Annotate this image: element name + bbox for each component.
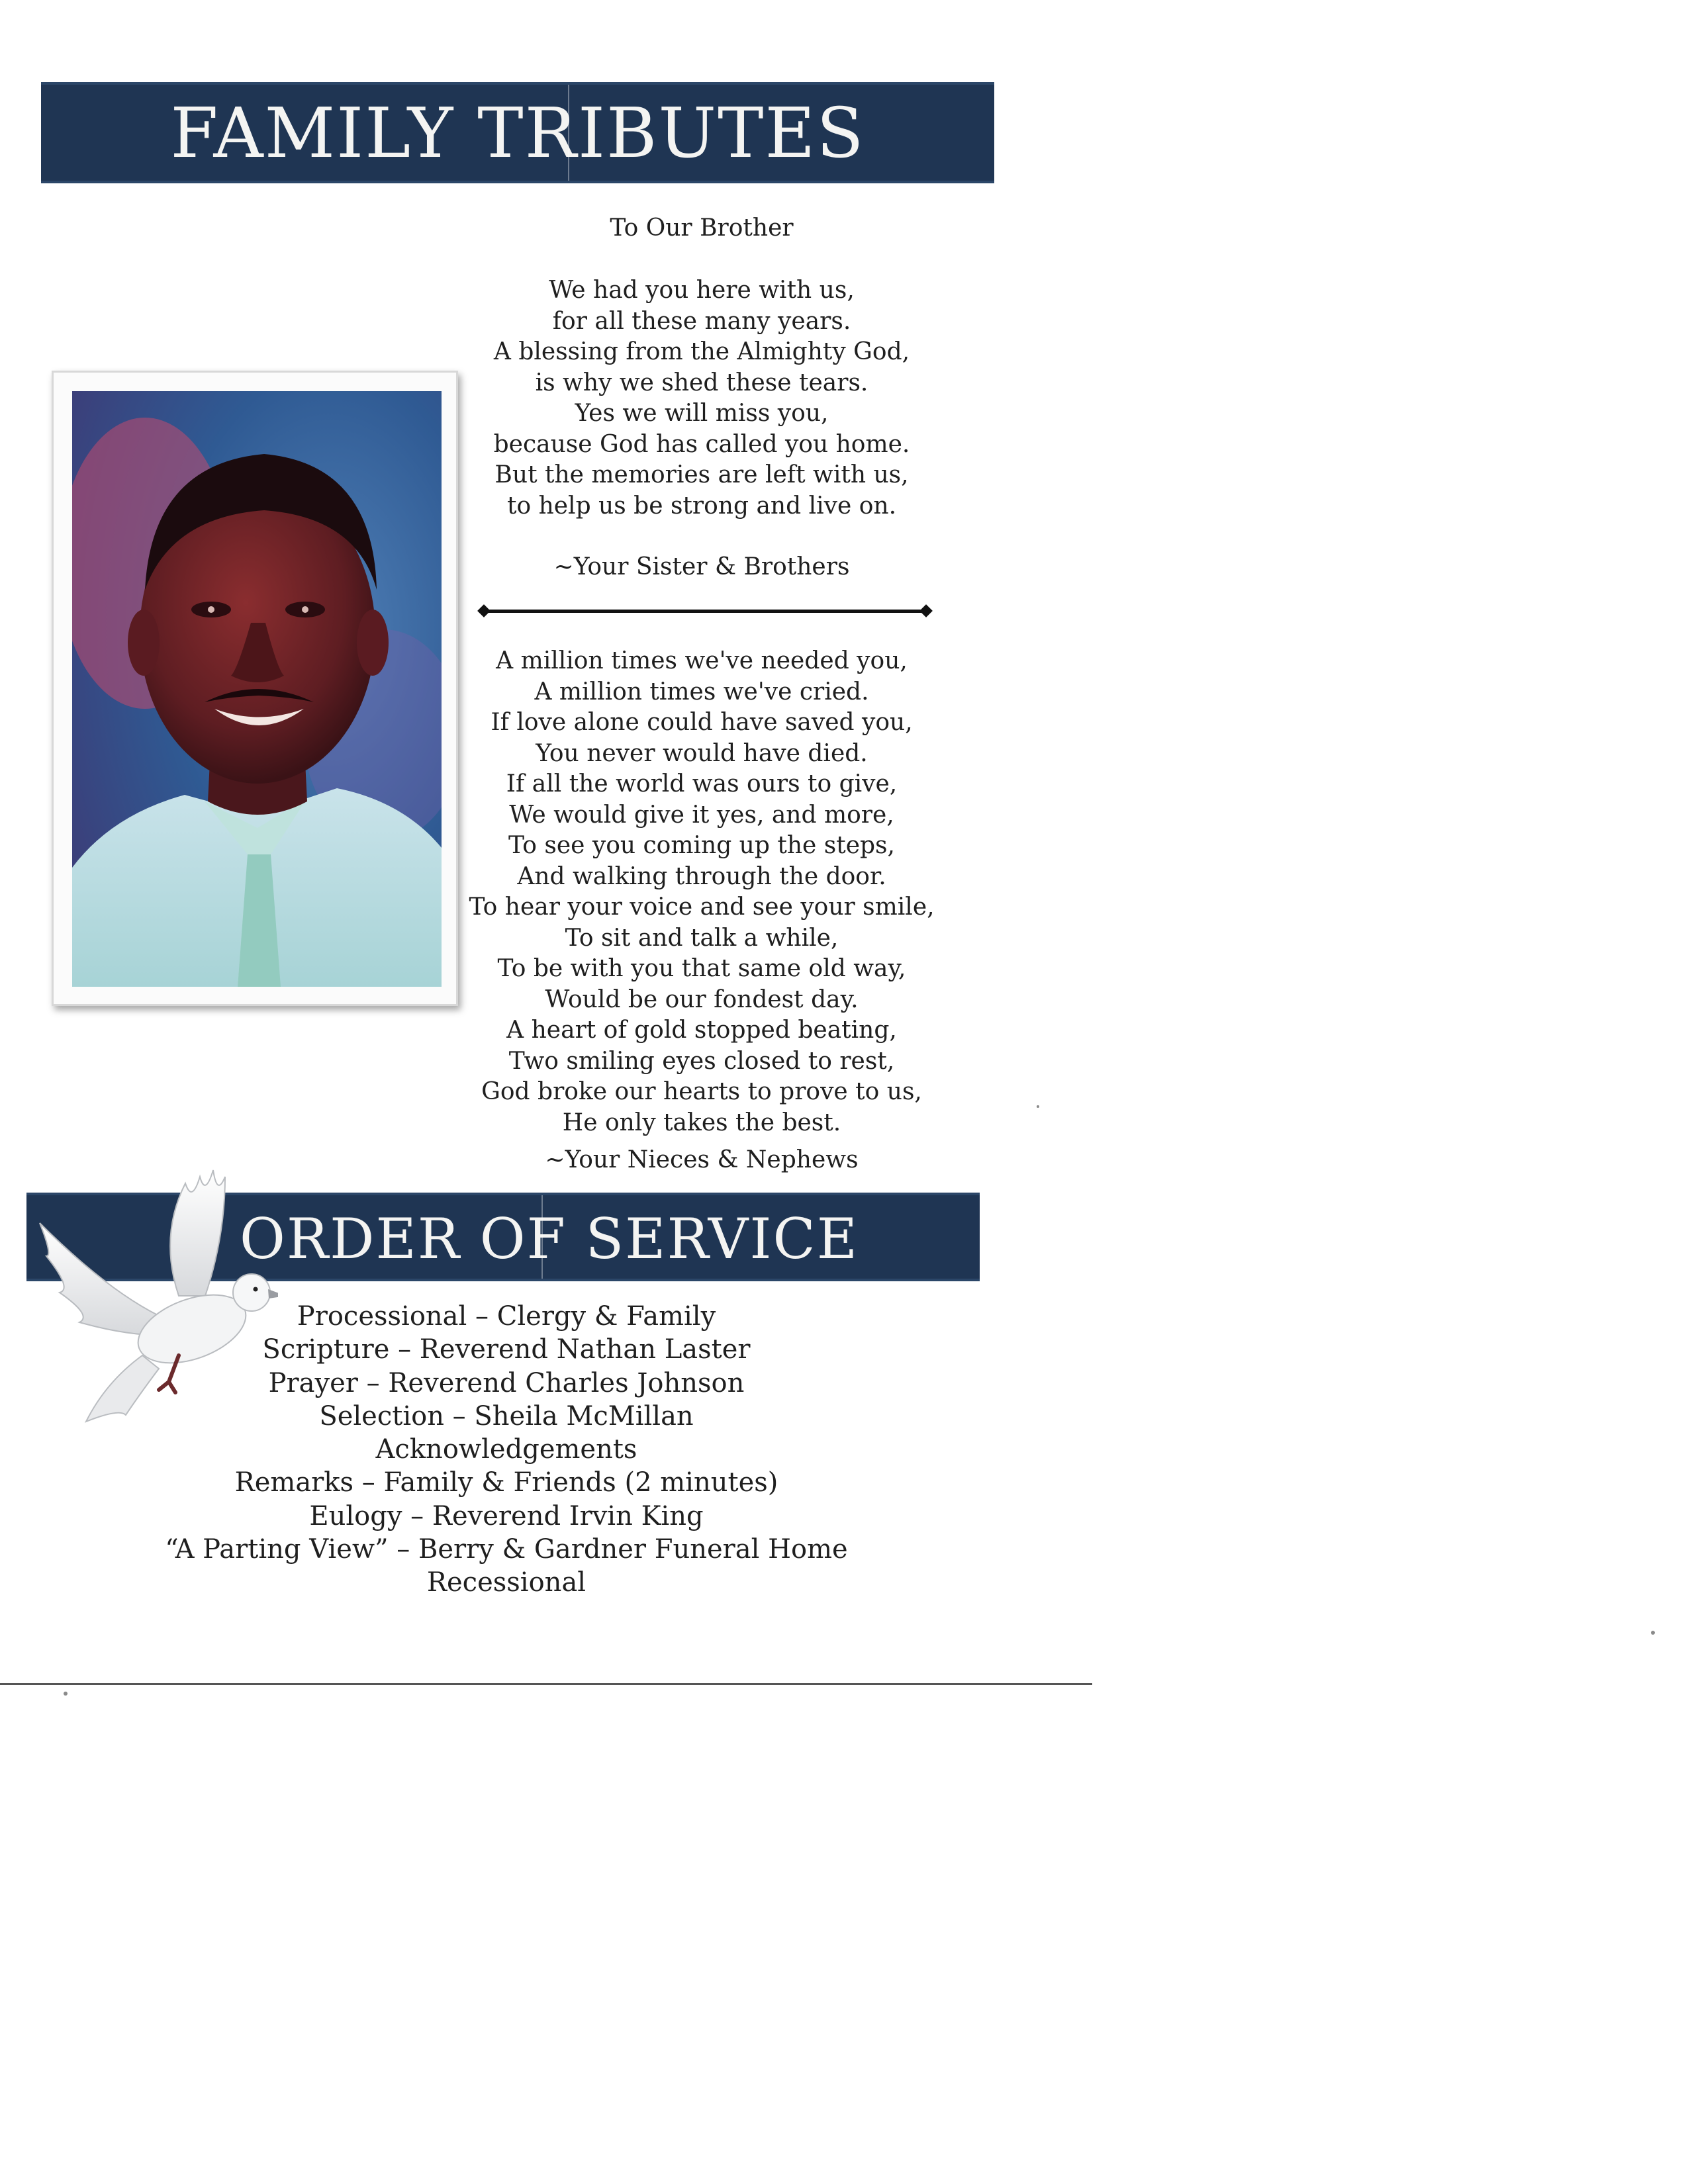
poem-line: To be with you that same old way, (497, 955, 906, 982)
poem1-heading: To Our Brother (610, 214, 794, 242)
poem-line: We had you here with us, (549, 277, 855, 304)
scan-speck (64, 1692, 68, 1696)
poem-line: for all these many years. (552, 307, 851, 335)
poem-line: God broke our hearts to prove to us, (481, 1078, 922, 1105)
service-item: Eulogy – Reverend Irvin King (309, 1500, 704, 1531)
poem-line: If all the world was ours to give, (506, 770, 898, 797)
portrait-photo (72, 391, 442, 987)
poem-line: If love alone could have saved you, (491, 709, 913, 736)
order-of-service-title: ORDER OF SERVICE (240, 1206, 859, 1271)
service-item: Processional – Clergy & Family (297, 1301, 716, 1332)
diamond-right-icon (919, 604, 933, 617)
scan-speck (1037, 1105, 1039, 1108)
diamond-rule-divider (478, 606, 932, 615)
poem-line: You never would have died. (536, 739, 868, 767)
poem-line: Would be our fondest day. (545, 985, 859, 1013)
poem-line: Yes we will miss you, (575, 400, 829, 427)
service-item: “A Parting View” – Berry & Gardner Funeral Home (165, 1534, 848, 1565)
service-item: Selection – Sheila McMillan (319, 1400, 694, 1432)
poem-line: A million times we've cried. (534, 678, 869, 705)
scan-speck (1651, 1631, 1655, 1635)
poem-line: To sit and talk a while, (565, 924, 839, 952)
service-item: Scripture – Reverend Nathan Laster (262, 1334, 751, 1365)
fold-crease (568, 85, 569, 181)
fold-crease (541, 1195, 543, 1279)
poem-line: A million times we've needed you, (496, 647, 908, 674)
poem-line: is why we shed these tears. (535, 369, 868, 396)
family-tributes-banner (41, 82, 994, 183)
poem1-body (457, 275, 947, 522)
diamond-left-icon (477, 604, 491, 617)
divider-bar (486, 610, 924, 613)
poem-line: But the memories are left with us, (494, 461, 909, 488)
poem-line: To see you coming up the steps, (508, 832, 895, 859)
order-of-service-list (159, 1300, 854, 1600)
service-item: Remarks – Family & Friends (2 minutes) (234, 1467, 778, 1498)
poem-line: And walking through the door. (517, 862, 886, 890)
page-edge-line (0, 1683, 1092, 1685)
poem-line: We would give it yes, and more, (509, 801, 894, 829)
service-item: Recessional (426, 1567, 586, 1598)
poem-line: because God has called you home. (493, 430, 910, 458)
family-tributes-title: FAMILY TRIBUTES (170, 93, 865, 173)
poem-line: Two smiling eyes closed to rest, (508, 1047, 895, 1075)
poem-line: He only takes the best. (562, 1109, 841, 1136)
poem-line: A heart of gold stopped beating, (506, 1017, 897, 1044)
poem-line: To hear your voice and see your smile, (469, 893, 935, 921)
poem-line: A blessing from the Almighty God, (493, 338, 910, 365)
poem2-signature: ~Your Nieces & Nephews (545, 1146, 859, 1173)
poem-line: to help us be strong and live on. (506, 492, 897, 520)
portrait-photo-frame (52, 371, 458, 1006)
service-item: Acknowledgements (375, 1434, 637, 1465)
service-item: Prayer – Reverend Charles Johnson (268, 1367, 745, 1398)
poem2-body (457, 646, 947, 1138)
poem1-signature: ~Your Sister & Brothers (553, 553, 850, 580)
